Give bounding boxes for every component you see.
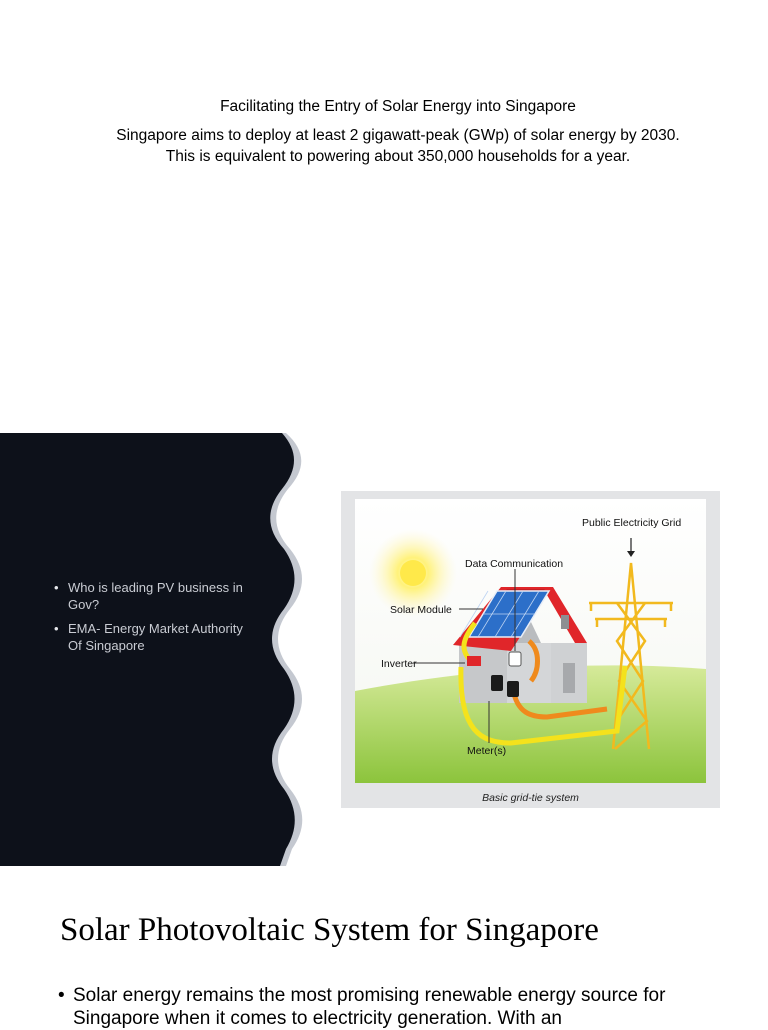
bullet-item: • Who is leading PV business in Gov? <box>54 580 243 612</box>
section-heading: Solar Photovoltaic System for Singapore <box>60 912 599 948</box>
grid-tie-diagram <box>341 491 720 808</box>
section-bullet <box>58 984 718 1030</box>
intro-body: Singapore aims to deploy at least 2 gigawatt-peak (GWp) of solar energy by 2030. This is equivalent to powering about 350,000 households for a year. <box>116 127 680 165</box>
label-data: Data Communication <box>465 558 564 570</box>
meter-icon <box>507 681 519 697</box>
label-grid: Public Electricity Grid <box>582 517 682 529</box>
meter-icon <box>491 675 503 691</box>
data-communication-icon <box>509 652 521 666</box>
bullet-text: Solar energy remains the most promising renewable energy source for Singapore when it comes to electricity generation. With an <box>73 985 666 1029</box>
inverter-icon <box>467 656 481 666</box>
diagram-caption: Basic grid-tie system <box>482 792 579 804</box>
bullet-text: Who is leading PV business in Gov? <box>68 580 243 612</box>
bullet-item: • EMA- Energy Market Authority Of Singapore <box>54 621 243 653</box>
slide-ema <box>0 433 768 866</box>
label-inverter: Inverter <box>381 658 417 670</box>
bullet-dot: • <box>58 985 65 1006</box>
label-meter: Meter(s) <box>467 745 507 757</box>
intro-title: Facilitating the Entry of Solar Energy into Singapore <box>220 98 576 115</box>
label-module: Solar Module <box>390 604 452 616</box>
bullet-text: EMA- Energy Market Authority Of Singapore <box>68 621 243 653</box>
bullet-list <box>52 579 252 661</box>
